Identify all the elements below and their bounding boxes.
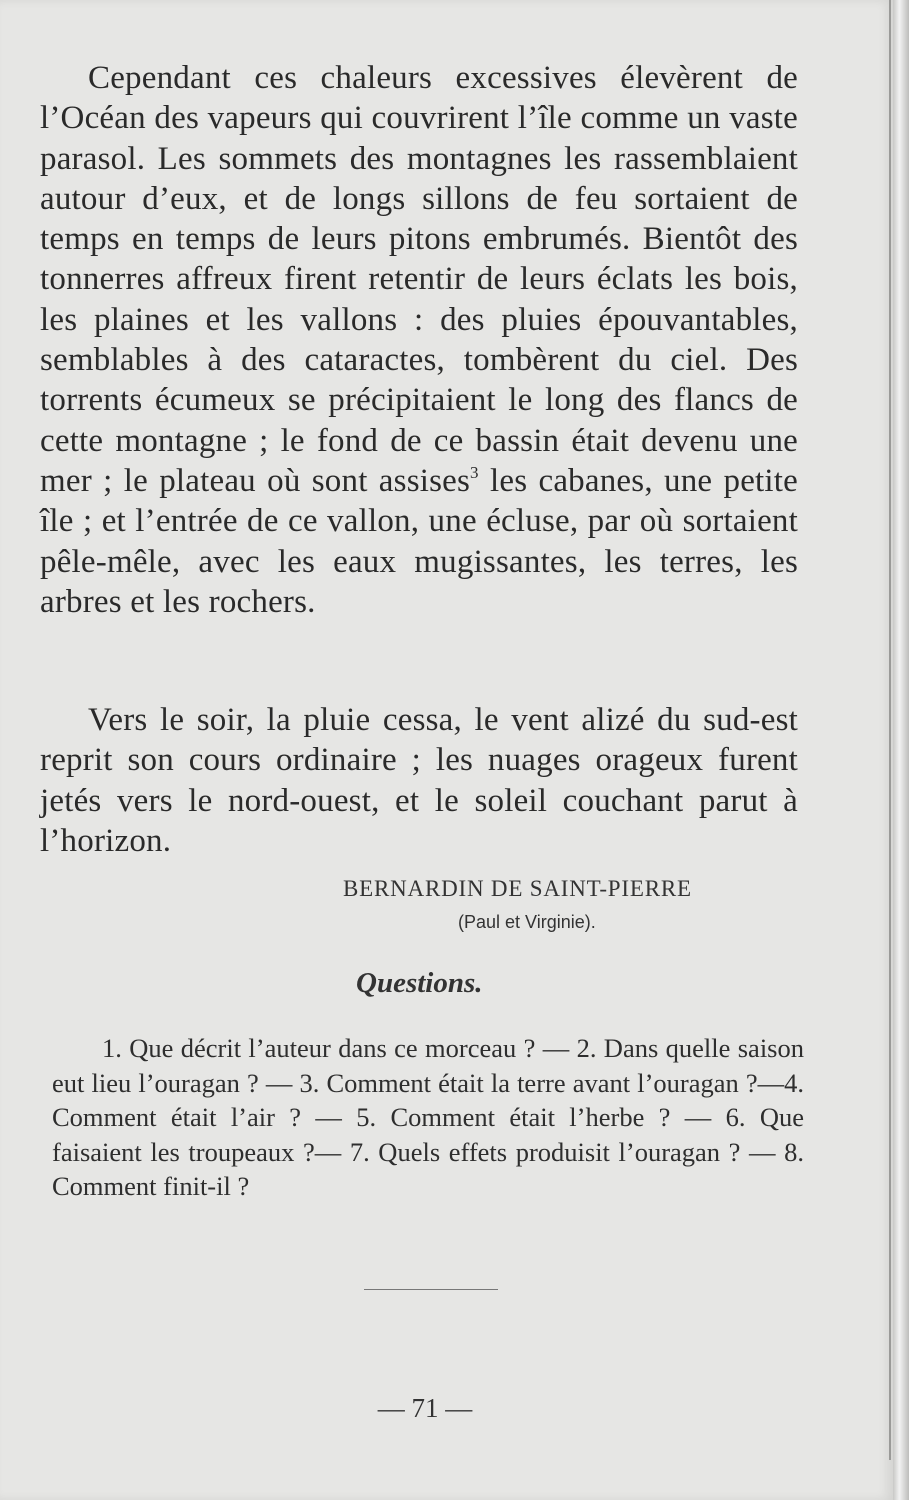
source-title: (Paul et Virginie).	[458, 912, 596, 932]
page-number: — 71 —	[377, 1393, 473, 1423]
questions-text	[52, 1031, 804, 1204]
page-edge-shadow	[889, 0, 891, 1460]
paragraph-1-text-a: Cependant ces chaleurs excessives élevèrent de l’Océan des vapeurs qui couvrirent l’île comme un vaste parasol. Les sommets des montagnes les rassemblaient autour d’eux, et de longs sillons de feu sortaient de temps en temps de leurs pitons embrumés. Bientôt des tonnerres affreux firent retentir de leurs éclats les bois, les plaines et les vallons : des pluies épouvantables, semblables à des cataractes, tombèrent du ciel. Des torrents écumeux se précipitaient le long des flancs de cette montagne ; le fond de ce bassin était devenu une mer ; le plateau où sont assises	[40, 60, 798, 499]
paragraph-2-text: Vers le soir, la pluie cessa, le vent alizé du sud-est reprit son cours ordinaire ; les nuages orageux furent jetés vers le nord-ouest, et le soleil couchant parut à l’horizon.	[40, 702, 798, 859]
section-divider	[364, 1289, 498, 1290]
questions-heading: Questions.	[356, 967, 483, 999]
author-name: BERNARDIN DE SAINT-PIERRE	[343, 876, 692, 901]
footnote-reference: 3	[470, 462, 479, 482]
paragraph-1-text-b: les cabanes, une petite île ; et l’entrée de ce vallon, une écluse, par où sortaient pêle-mêle, avec les eaux mugissantes, les terres, les arbres et les rochers.	[40, 462, 798, 620]
paragraph-1	[40, 58, 798, 622]
paragraph-2	[40, 700, 798, 861]
page-edge	[893, 0, 909, 1500]
questions-body: 1. Que décrit l’auteur dans ce morceau ? — 2. Dans quelle saison eut lieu l’ouragan ? — 3. Comment était la terre avant l’ouragan ?—4. Comment était l’air ? — 5. Comment était l’herbe ? — 6. Que faisaient les troupeaux ?— 7. Quels effets produisit l’ouragan ? — 8. Comment finit-il ?	[52, 1033, 804, 1201]
